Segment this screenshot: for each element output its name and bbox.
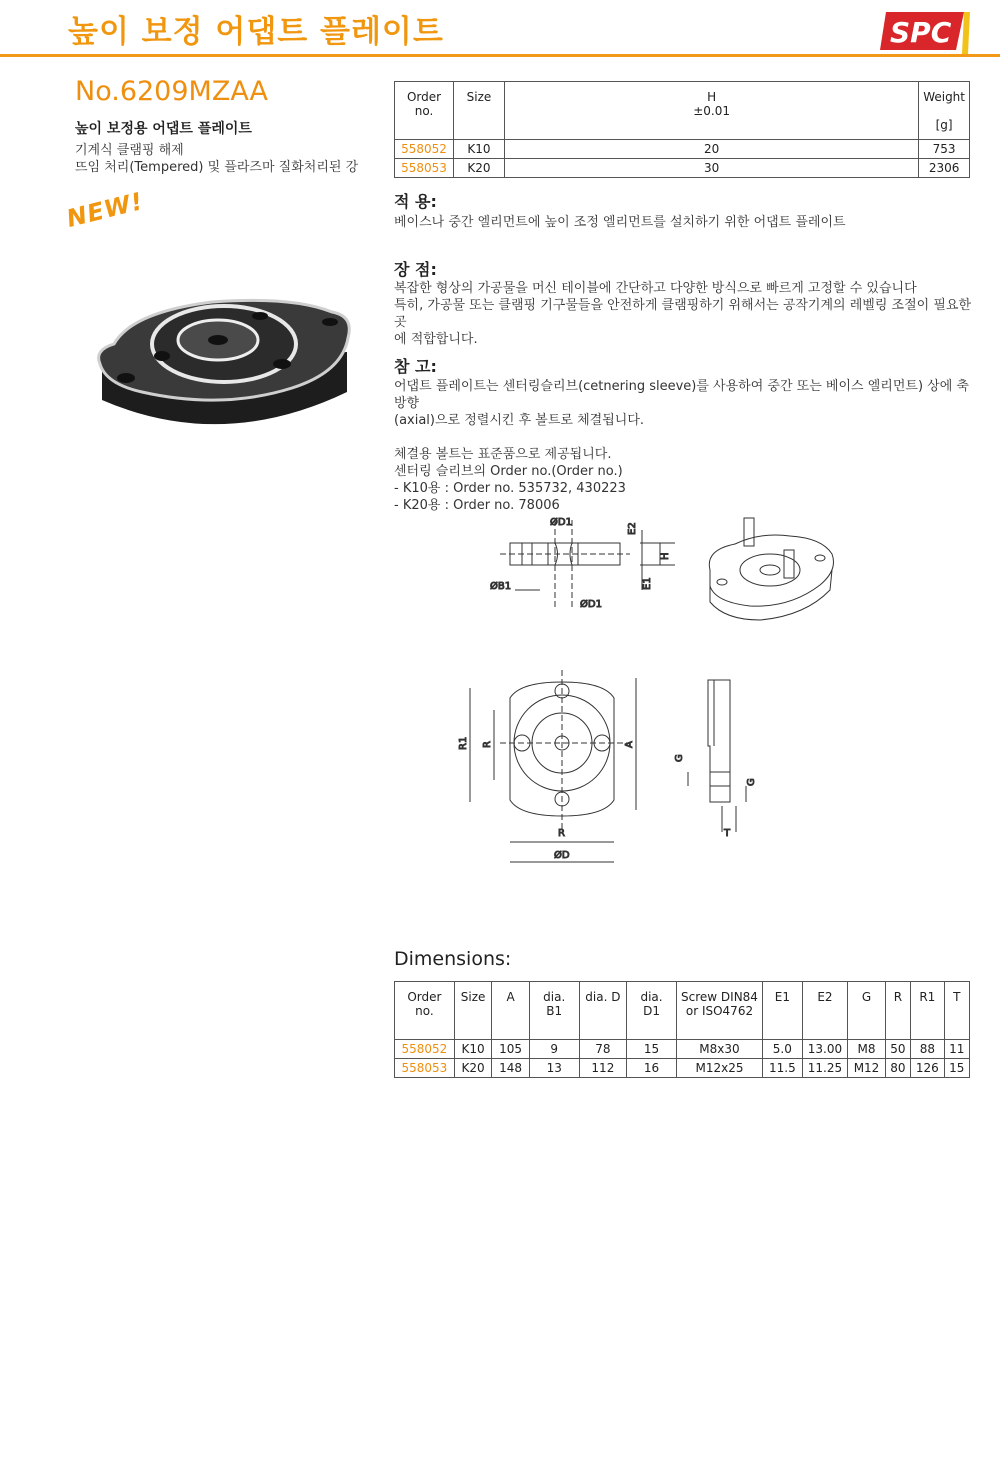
e2-header: E2	[802, 982, 848, 1040]
note-line: 센터링 슬리브의 Order no.(Order no.)	[394, 464, 623, 479]
d1-header: dia. D1	[627, 982, 677, 1040]
screw-cell: M8x30	[676, 1040, 762, 1059]
r-cell: 80	[885, 1059, 910, 1078]
label-h: H	[660, 552, 671, 560]
screw-cell: M12x25	[676, 1059, 762, 1078]
e1-cell: 11.5	[763, 1059, 803, 1078]
logo-text: SPC	[890, 16, 952, 49]
a-cell: 105	[492, 1040, 530, 1059]
order-header: Order no.	[395, 982, 455, 1040]
h-header: H ±0.01	[505, 82, 919, 140]
table-row	[395, 1040, 970, 1059]
note-line: - K10용 : Order no. 535732, 430223	[394, 481, 626, 496]
e1-cell: 5.0	[763, 1040, 803, 1059]
label-d: ØD	[554, 850, 570, 861]
merit-text	[394, 280, 974, 348]
technical-drawing	[460, 510, 980, 870]
dimensions-table	[394, 981, 970, 1078]
section-view	[500, 520, 675, 610]
apply-heading: 적 용:	[394, 192, 437, 211]
side-view	[688, 680, 746, 832]
b1-header: dia. B1	[529, 982, 579, 1040]
a-header: A	[492, 982, 530, 1040]
note-line: 체결용 볼트는 표준품으로 제공됩니다.	[394, 447, 612, 462]
order-no: 558052	[395, 1040, 455, 1059]
note-heading: 참 고:	[394, 357, 437, 376]
e2-cell: 11.25	[802, 1059, 848, 1078]
size-cell: K10	[454, 1040, 492, 1059]
note-line: (axial)으로 정렬시킨 후 볼트로 체결됩니다.	[394, 413, 645, 428]
table-row	[395, 1059, 970, 1078]
merit-line: 특히, 가공물 또는 클램핑 기구물들을 안전하게 클램핑하기 위해서는 공작기계의 레벨링 조절이 필요한 곳	[394, 298, 972, 330]
spc-logo	[880, 8, 972, 54]
screw-header: Screw DIN84 or ISO4762	[676, 982, 762, 1040]
label-d1: ØD1	[550, 517, 572, 528]
page-title: 높이 보정 어댑트 플레이트	[68, 14, 444, 50]
r1-cell: 126	[911, 1059, 944, 1078]
g-cell: M8	[848, 1040, 886, 1059]
d1-cell: 16	[627, 1059, 677, 1078]
label-a: A	[624, 741, 635, 748]
dimensions-heading: Dimensions:	[394, 948, 512, 970]
label-r-bottom: R	[558, 828, 565, 839]
front-view	[470, 670, 636, 862]
table-row	[395, 140, 970, 159]
size-cell: K20	[454, 159, 505, 178]
header-divider	[0, 54, 1000, 57]
b1-cell: 13	[529, 1059, 579, 1078]
size-cell: K10	[454, 140, 505, 159]
note-line: 어댑트 플레이트는 센터링슬리브(cetnering sleeve)를 사용하여 중간 또는 베이스 엘리먼트) 상에 축방향	[394, 379, 969, 411]
a-cell: 148	[492, 1059, 530, 1078]
size-header: Size	[454, 982, 492, 1040]
order-no: 558052	[395, 140, 454, 159]
r1-header: R1	[911, 982, 944, 1040]
merit-line: 에 적합합니다.	[394, 332, 478, 347]
r-header: R	[885, 982, 910, 1040]
label-e2: E2	[627, 522, 638, 535]
apply-text: 베이스나 중간 엘리먼트에 높이 조정 엘리먼트를 설치하기 위한 어댑트 플레이트	[394, 215, 846, 230]
label-t: T	[724, 828, 731, 839]
label-e1: E1	[642, 577, 653, 590]
product-description	[75, 142, 358, 176]
t-cell: 11	[944, 1040, 969, 1059]
d1-cell: 15	[627, 1040, 677, 1059]
note-text	[394, 378, 974, 514]
table-row	[395, 159, 970, 178]
desc-line: 기계식 클램핑 해제	[75, 143, 184, 158]
label-g: G	[674, 754, 685, 762]
h-cell: 20	[505, 140, 919, 159]
e1-header: E1	[763, 982, 803, 1040]
product-photo	[92, 292, 357, 442]
label-d1-bottom: ØD1	[580, 599, 602, 610]
order-no: 558053	[395, 159, 454, 178]
note-line: - K20용 : Order no. 78006	[394, 498, 560, 513]
d-header: dia. D	[579, 982, 627, 1040]
r1-cell: 88	[911, 1040, 944, 1059]
weight-header: Weight [g]	[919, 82, 970, 140]
merit-line: 복잡한 형상의 가공물을 머신 테이블에 간단하고 다양한 방식으로 빠르게 고정할 수 있습니다	[394, 281, 917, 296]
order-header: Order no.	[395, 82, 454, 140]
d-cell: 112	[579, 1059, 627, 1078]
h-cell: 30	[505, 159, 919, 178]
g-cell: M12	[848, 1059, 886, 1078]
r-cell: 50	[885, 1040, 910, 1059]
d-cell: 78	[579, 1040, 627, 1059]
iso-view	[709, 518, 833, 620]
label-r: R	[482, 741, 493, 748]
desc-line: 뜨임 처리(Tempered) 및 플라즈마 질화처리된 강	[75, 160, 359, 175]
model-number: No.6209MZAA	[75, 76, 269, 107]
label-g2: G	[746, 778, 757, 786]
t-header: T	[944, 982, 969, 1040]
b1-cell: 9	[529, 1040, 579, 1059]
merit-heading: 장 점:	[394, 260, 437, 279]
size-header: Size	[454, 82, 505, 140]
new-badge: NEW!	[63, 186, 147, 234]
label-r1: R1	[458, 736, 469, 750]
e2-cell: 13.00	[802, 1040, 848, 1059]
label-b1: ØB1	[490, 581, 512, 592]
size-cell: K20	[454, 1059, 492, 1078]
product-subtitle: 높이 보정용 어댑트 플레이트	[75, 121, 252, 137]
g-header: G	[848, 982, 886, 1040]
weight-cell: 2306	[919, 159, 970, 178]
order-no: 558053	[395, 1059, 455, 1078]
t-cell: 15	[944, 1059, 969, 1078]
weight-cell: 753	[919, 140, 970, 159]
order-table	[394, 81, 970, 178]
